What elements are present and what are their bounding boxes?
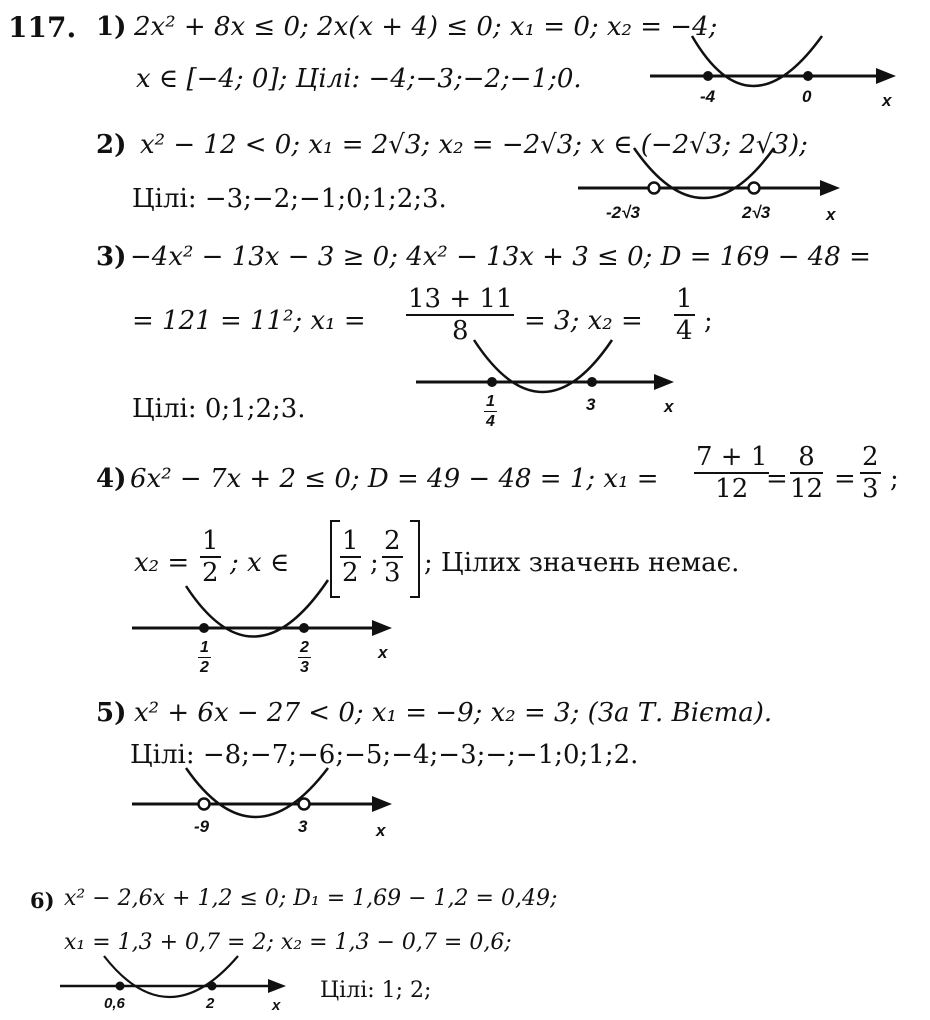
item-3-root-a-den: 4 <box>486 413 495 430</box>
item-5-root-b: 3 <box>298 817 308 836</box>
item-4-label: 4) <box>96 464 127 494</box>
item-2-root-b: 2√3 <box>742 203 771 222</box>
item-2-axis-var: x <box>826 205 836 224</box>
item-4-f2-den: 12 <box>790 474 824 504</box>
item-4-int-a-num: 1 <box>342 526 359 556</box>
item-2-label: 2) <box>96 130 127 160</box>
item-6-line2: x₁ = 1,3 + 0,7 = 2; x₂ = 1,3 − 0,7 = 0,6; <box>64 930 512 955</box>
item-1-line2: x ∈ [−4; 0]; Цілі: −4;−3;−2;−1;0. <box>136 64 582 94</box>
item-4-line2-end: ; Цілих значень немає. <box>424 548 740 578</box>
item-4-eq-1: = <box>766 464 788 494</box>
item-1-number-line <box>650 36 900 106</box>
item-4-int-b-fraction <box>382 528 403 586</box>
item-3-x2-num: 1 <box>676 284 693 314</box>
item-4-int-sep: ; <box>370 548 379 578</box>
item-4-x2-den: 2 <box>202 558 219 588</box>
item-4-line1-a: 6x² − 7x + 2 ≤ 0; D = 49 − 48 = 1; x₁ = <box>130 464 659 494</box>
item-5-root-a: -9 <box>194 817 210 836</box>
item-4-root-b-num: 2 <box>300 639 309 656</box>
item-5-line1: x² + 6x − 27 < 0; x₁ = −9; x₂ = 3; (За Т. Вієта). <box>134 698 773 728</box>
item-4-root-b <box>298 640 311 676</box>
item-5-axis-var: x <box>376 821 386 840</box>
item-6-root-b: 2 <box>206 995 215 1012</box>
item-4-f2-fraction <box>790 444 823 502</box>
item-5-label: 5) <box>96 698 127 728</box>
item-4-line2-b: ; x ∈ <box>230 548 290 578</box>
item-3-axis-var: x <box>664 397 674 416</box>
item-4-right-bracket <box>410 520 420 598</box>
item-4-axis-var: x <box>378 643 388 662</box>
item-4-int-b-num: 2 <box>384 526 401 556</box>
item-4-int-b-den: 3 <box>384 558 401 588</box>
item-2-line1: x² − 12 < 0; x₁ = 2√3; x₂ = −2√3; x ∈ (−2√3; 2√3); <box>140 130 808 160</box>
item-4-f3-den: 3 <box>862 474 879 504</box>
item-2-line2: Цілі: −3;−2;−1;0;1;2;3. <box>132 184 447 214</box>
item-3-x1-num: 13 + 11 <box>408 284 513 314</box>
item-4-root-a <box>198 640 211 676</box>
item-3-number-line <box>416 340 686 410</box>
item-4-x1-den: 12 <box>715 474 749 504</box>
item-4-root-a-den: 2 <box>200 659 209 676</box>
item-4-root-a-num: 1 <box>200 639 209 656</box>
item-5-number-line <box>132 766 402 826</box>
item-2-root-a: -2√3 <box>606 203 640 222</box>
item-6-label: 6) <box>30 888 55 913</box>
item-4-f3-fraction <box>860 444 881 502</box>
item-1-label: 1) <box>96 12 127 42</box>
item-6-root-a: 0,6 <box>104 995 125 1012</box>
item-3-line2-end: ; <box>704 306 713 336</box>
item-4-number-line <box>132 586 402 646</box>
item-6-line3: Цілі: 1; 2; <box>320 978 432 1003</box>
item-3-x2-den: 4 <box>676 316 693 346</box>
item-5-line2: Цілі: −8;−7;−6;−5;−4;−3;−;−1;0;1;2. <box>130 740 639 770</box>
item-3-root-a <box>484 394 497 430</box>
problem-number: 117. <box>8 11 77 44</box>
item-1-root-a: -4 <box>700 87 716 106</box>
item-6-number-line <box>60 956 300 1006</box>
item-3-line3: Цілі: 0;1;2;3. <box>132 394 306 424</box>
item-4-x1-fraction <box>694 444 769 502</box>
item-4-f3-num: 2 <box>862 442 879 472</box>
item-4-root-b-den: 3 <box>300 659 309 676</box>
item-1-axis-var: x <box>882 91 892 110</box>
item-6-axis-var: x <box>272 997 281 1014</box>
item-6-line1: x² − 2,6x + 1,2 ≤ 0; D₁ = 1,69 − 1,2 = 0,49; <box>64 886 558 911</box>
item-3-root-a-num: 1 <box>486 393 495 410</box>
item-3-x1-den: 8 <box>451 316 469 346</box>
item-4-line2-a: x₂ = <box>134 548 190 578</box>
item-3-line2-a: = 121 = 11²; x₁ = <box>132 306 366 336</box>
item-1-root-b: 0 <box>802 87 812 106</box>
item-4-int-a-fraction <box>340 528 361 586</box>
item-4-x2-fraction <box>200 528 221 586</box>
item-4-x2-num: 1 <box>202 526 219 556</box>
item-4-semi: ; <box>890 464 899 494</box>
item-1-line1: 2x² + 8x ≤ 0; 2x(x + 4) ≤ 0; x₁ = 0; x₂ = −4; <box>134 12 718 42</box>
item-3-line1: −4x² − 13x − 3 ≥ 0; 4x² − 13x + 3 ≤ 0; D = 169 − 48 = <box>130 242 871 272</box>
item-3-label: 3) <box>96 242 127 272</box>
item-4-eq-2: = <box>834 464 856 494</box>
item-3-line2-b: = 3; x₂ = <box>524 306 643 336</box>
item-3-x2-fraction <box>674 286 695 344</box>
item-3-x1-fraction <box>406 286 514 344</box>
item-3-root-b: 3 <box>586 395 596 414</box>
item-4-f2-num: 8 <box>790 444 823 474</box>
item-4-int-a-den: 2 <box>342 558 359 588</box>
item-4-x1-num: 7 + 1 <box>696 442 768 472</box>
